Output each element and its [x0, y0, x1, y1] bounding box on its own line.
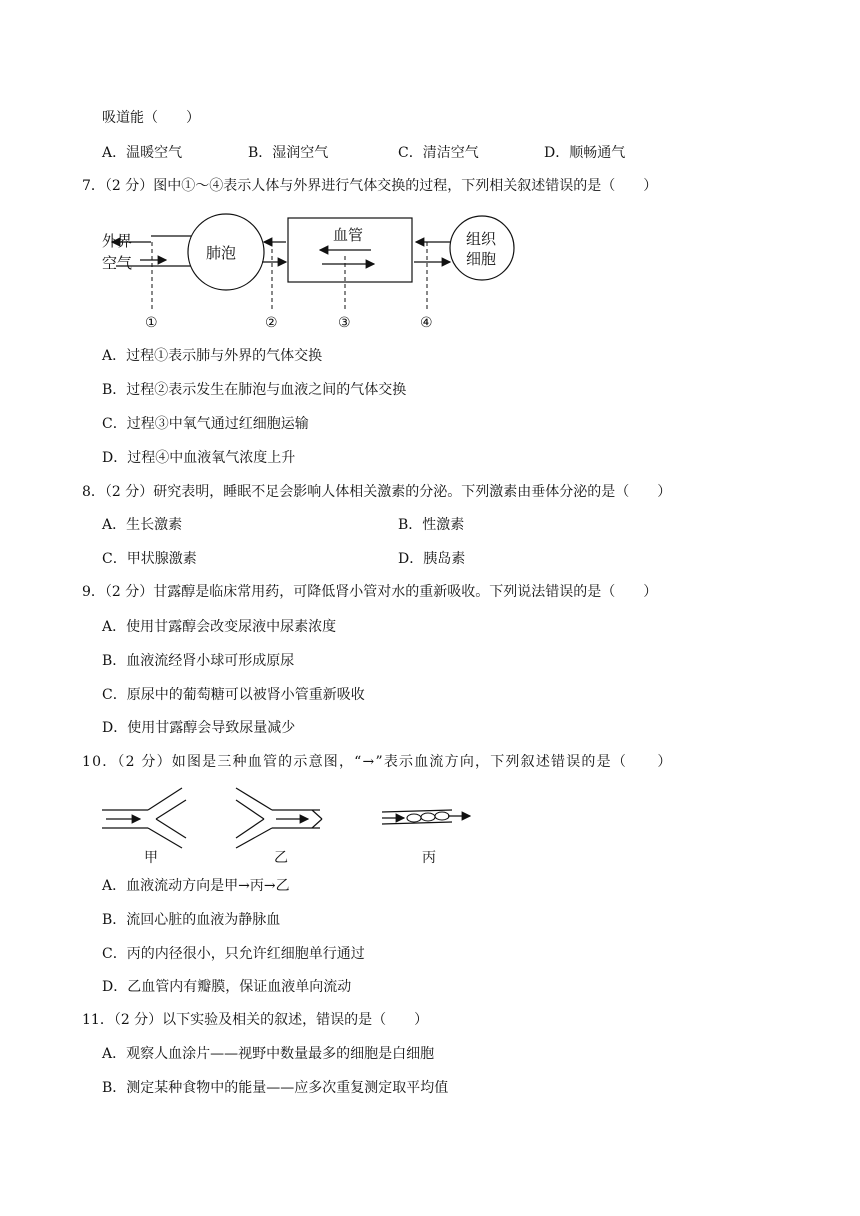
q9-option-d: D．使用甘露醇会导致尿量减少: [102, 720, 296, 736]
tissue-cell-circle: [450, 216, 514, 280]
outside-air-label-1: 外界: [102, 232, 133, 250]
q7-option-b: B．过程②表示发生在肺泡与血液之间的气体交换: [102, 382, 407, 398]
q11-stem: 11．（2 分）以下实验及相关的叙述，错误的是（ ）: [82, 1012, 429, 1028]
q6-option-a: A．温暖空气: [102, 145, 183, 161]
label-yi: 乙: [274, 850, 288, 866]
q10-stem: 10．（2 分）如图是三种血管的示意图，“→”表示血流方向，下列叙述错误的是（ ）: [82, 754, 673, 770]
blood-vessel-label: 血管: [333, 226, 364, 244]
q10-option-b: B．流回心脏的血液为静脉血: [102, 912, 281, 928]
q11-option-b: B．测定某种食物中的能量——应多次重复测定取平均值: [102, 1080, 449, 1096]
blood-vessels-diagram: [96, 784, 486, 866]
q8-stem: 8．（2 分）研究表明，睡眠不足会影响人体相关激素的分泌。下列激素由垂体分泌的是（ ）: [82, 484, 672, 500]
q11-option-a: A．观察人血涂片——视野中数量最多的细胞是白细胞: [102, 1046, 435, 1062]
vessel-yi: [236, 788, 322, 848]
q10-option-d: D．乙血管内有瓣膜，保证血液单向流动: [102, 979, 352, 995]
q7-option-d: D．过程④中血液氧气浓度上升: [102, 450, 296, 466]
q9-option-c: C．原尿中的葡萄糖可以被肾小管重新吸收: [102, 687, 365, 703]
q10-option-c: C．丙的内径很小，只允许红细胞单行通过: [102, 946, 365, 962]
q6-option-d: D．顺畅通气: [544, 145, 626, 161]
marker-3: ③: [338, 315, 351, 331]
label-jia: 甲: [144, 850, 158, 866]
marker-1: ①: [145, 315, 158, 331]
q8-option-a: A．生长激素: [102, 517, 183, 533]
outside-air-label-2: 空气: [102, 254, 133, 272]
tissue-cell-label-2: 细胞: [466, 250, 497, 268]
q9-option-b: B．血液流经肾小球可形成原尿: [102, 653, 295, 669]
vessel-bing: [382, 810, 470, 824]
q6-stem-tail: 吸道能（ ）: [102, 110, 200, 126]
alveolus-label: 肺泡: [206, 244, 237, 262]
marker-4: ④: [420, 315, 433, 331]
marker-2: ②: [265, 315, 278, 331]
q7-stem: 7．（2 分）图中①～④表示人体与外界进行气体交换的过程，下列相关叙述错误的是（ ）: [82, 178, 658, 194]
q8-option-b: B．性激素: [398, 517, 465, 533]
q9-stem: 9．（2 分）甘露醇是临床常用药，可降低肾小管对水的重新吸收。下列说法错误的是（ ）: [82, 584, 658, 600]
q9-option-a: A．使用甘露醇会改变尿液中尿素浓度: [102, 619, 337, 635]
q7-option-a: A．过程①表示肺与外界的气体交换: [102, 348, 323, 364]
q6-option-c: C．清洁空气: [398, 145, 479, 161]
tissue-cell-label-1: 组织: [466, 230, 497, 248]
q10-option-a: A．血液流动方向是甲→丙→乙: [102, 878, 290, 894]
q7-option-c: C．过程③中氧气通过红细胞运输: [102, 416, 309, 432]
vessel-jia: [102, 788, 186, 848]
label-bing: 丙: [422, 850, 436, 866]
gas-exchange-diagram: [96, 208, 516, 334]
q6-option-b: B．湿润空气: [248, 145, 329, 161]
q8-option-d: D．胰岛素: [398, 551, 466, 567]
q8-option-c: C．甲状腺激素: [102, 551, 197, 567]
